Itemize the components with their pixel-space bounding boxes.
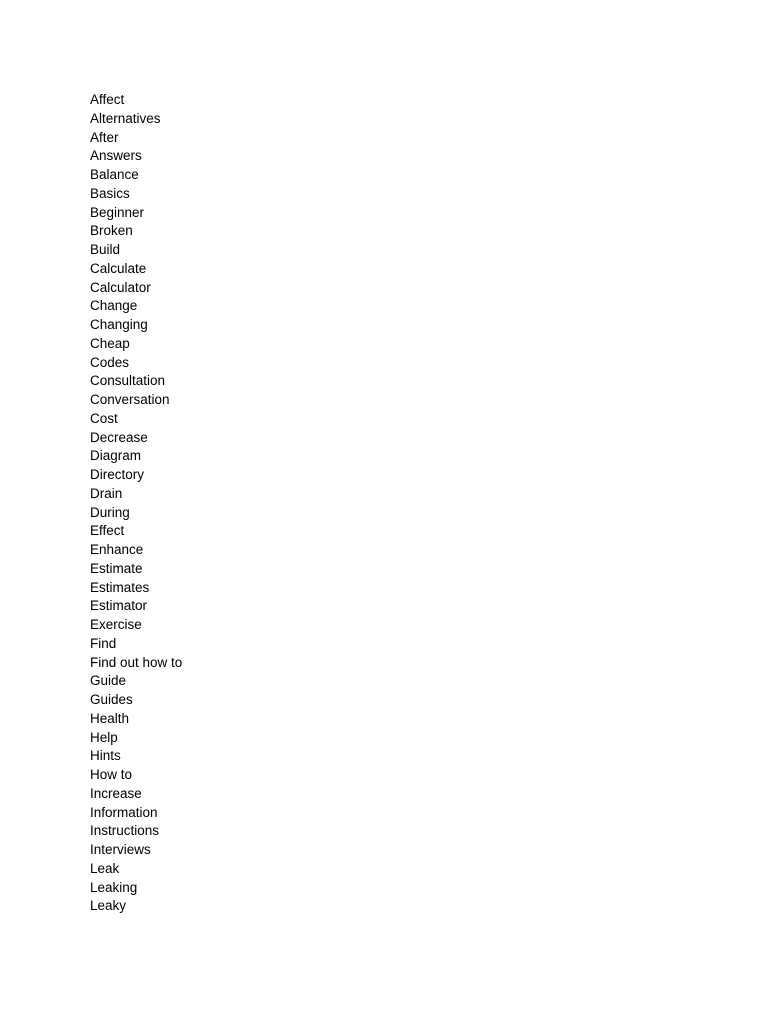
list-item: Enhance bbox=[90, 542, 144, 557]
list-item: Conversation bbox=[90, 392, 170, 407]
list-item: Consultation bbox=[90, 373, 166, 389]
list-item: Leaky bbox=[90, 898, 127, 914]
list-item: Decrease bbox=[90, 429, 148, 445]
list-item: Information bbox=[90, 804, 158, 820]
list-item: Balance bbox=[90, 167, 139, 182]
list-item: Cheap bbox=[90, 335, 130, 351]
list-item: Change bbox=[90, 298, 138, 314]
list-item: Diagram bbox=[90, 448, 142, 464]
list-item: Effect bbox=[90, 523, 125, 539]
list-item: Estimates bbox=[90, 579, 150, 595]
list-item: Instructions bbox=[90, 823, 160, 839]
list-item: Exercise bbox=[90, 617, 142, 632]
list-item: Find bbox=[90, 635, 117, 651]
word-list bbox=[90, 91, 182, 916]
list-item: After bbox=[90, 129, 119, 145]
list-item: Calculator bbox=[90, 279, 151, 295]
list-item: Drain bbox=[90, 485, 123, 501]
list-item: Broken bbox=[90, 223, 133, 239]
list-item: Answers bbox=[90, 148, 142, 164]
list-item: Find out how to bbox=[90, 654, 183, 670]
list-item: Basics bbox=[90, 185, 130, 201]
list-item: Alternatives bbox=[90, 110, 161, 126]
list-item: Interviews bbox=[90, 842, 151, 857]
list-item: Guides bbox=[90, 692, 133, 707]
list-item: Guide bbox=[90, 673, 127, 689]
list-item: Estimate bbox=[90, 560, 143, 576]
list-item: Leak bbox=[90, 860, 120, 876]
list-item: Build bbox=[90, 242, 121, 257]
list-item: Changing bbox=[90, 317, 148, 332]
list-item: Estimator bbox=[90, 598, 148, 614]
list-item: Leaking bbox=[90, 879, 138, 895]
list-item: Directory bbox=[90, 467, 145, 482]
list-item: Calculate bbox=[90, 260, 147, 276]
list-item: Affect bbox=[90, 92, 125, 107]
list-item: Beginner bbox=[90, 204, 145, 220]
list-item: How to bbox=[90, 767, 133, 782]
list-item: Hints bbox=[90, 748, 121, 764]
list-item: During bbox=[90, 504, 130, 520]
list-item: Help bbox=[90, 729, 118, 745]
list-item: Cost bbox=[90, 410, 118, 426]
list-item: Health bbox=[90, 710, 130, 726]
list-item: Increase bbox=[90, 785, 142, 801]
list-item: Codes bbox=[90, 354, 130, 370]
